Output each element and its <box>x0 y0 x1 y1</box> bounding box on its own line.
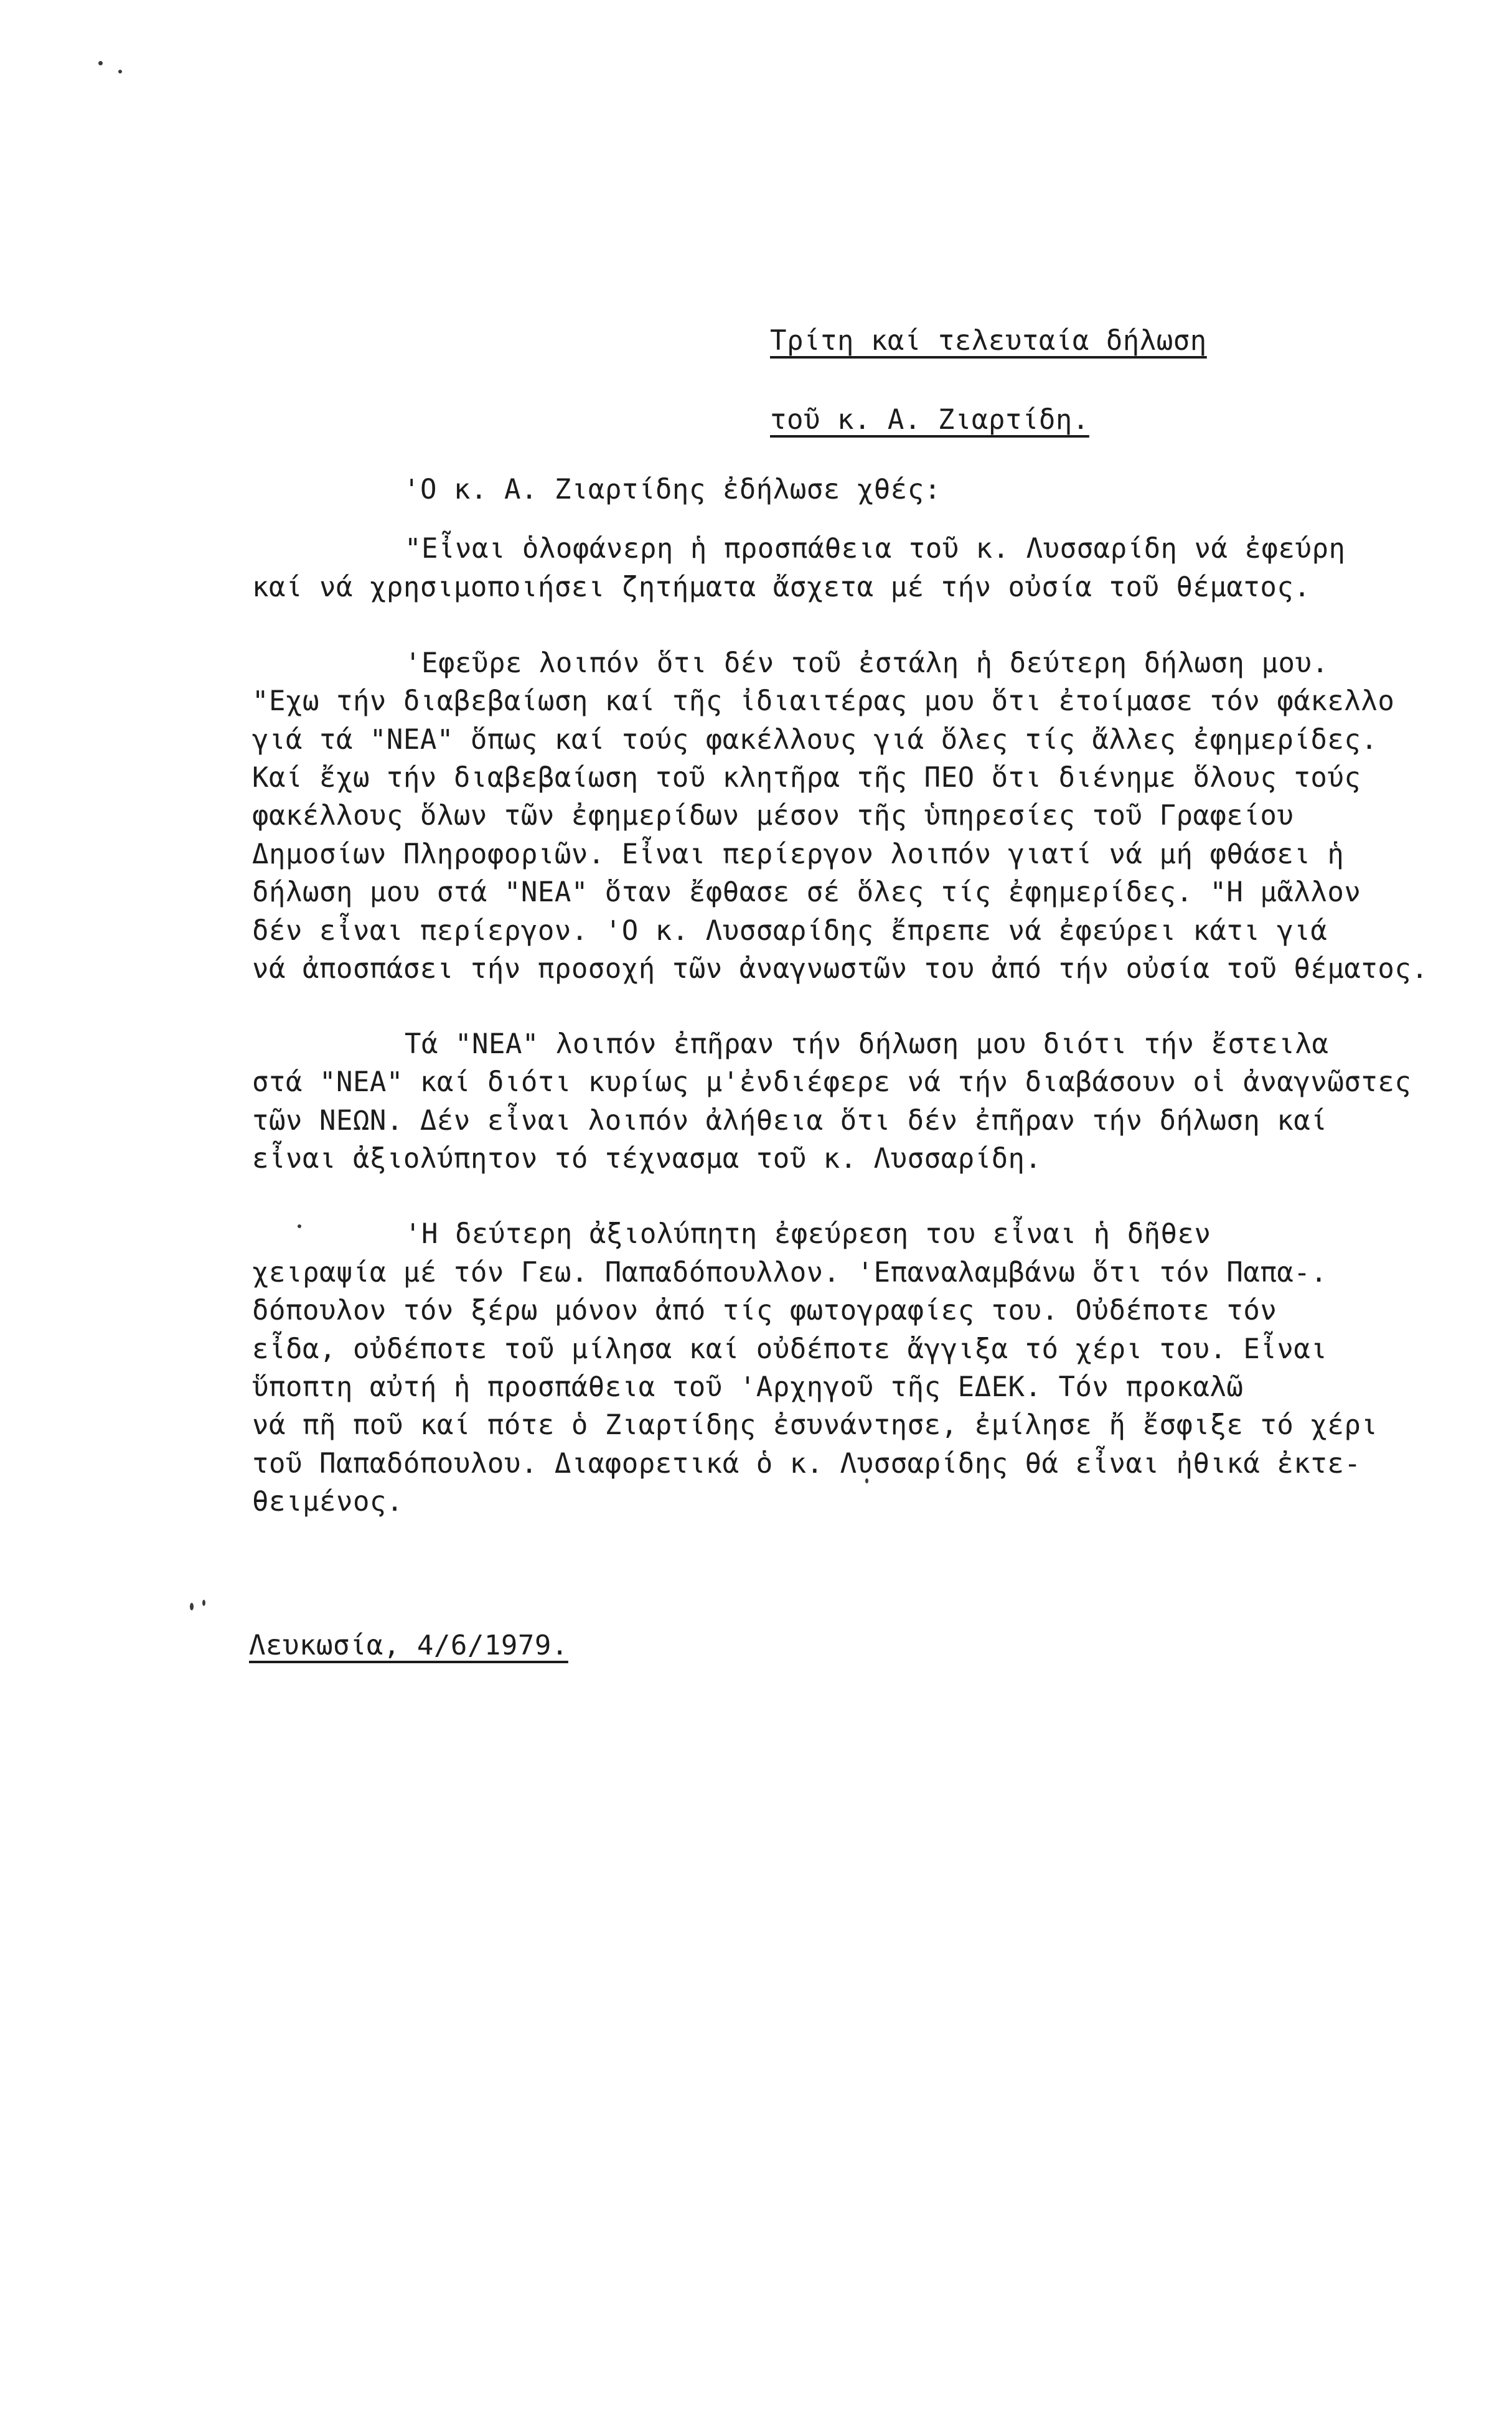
scan-speck <box>118 70 122 73</box>
paragraph-line: 'Εφεῦρε λοιπόν ὅτι δέν τοῦ ἐστάλη ἡ δεύτερη δήλωση μου. <box>405 647 1329 679</box>
document-title: Τρίτη καί τελευταία δήλωση <box>770 325 1207 357</box>
paragraph-line: νά πῆ ποῦ καί πότε ὁ Ζιαρτίδης ἐσυνάντησε, ἐμίλησε ἤ ἔσφιξε τό χέρι <box>252 1409 1378 1441</box>
paragraph-line: φακέλλους ὅλων τῶν ἐφημερίδων μέσον τῆς ὑπηρεσίες τοῦ Γραφείου <box>252 800 1294 832</box>
paragraph-line: δόπουλον τόν ξέρω μόνον ἀπό τίς φωτογραφίες του. Οὐδέποτε τόν <box>252 1295 1277 1326</box>
paragraph-line: Δημοσίων Πληροφοριῶν. Εἶναι περίεργον λοιπόν γιατί νά μή φθάσει ἡ <box>252 838 1345 870</box>
paragraph-line: τοῦ Παπαδόπουλου. Διαφορετικά ὁ κ. Λυσσαρίδης θά εἶναι ἠθικά ἐκτε- <box>252 1448 1361 1480</box>
scan-speck <box>298 1224 301 1228</box>
intro-line: 'Ο κ. Α. Ζιαρτίδης ἐδήλωσε χθές: <box>403 474 941 505</box>
scan-speck <box>190 1603 194 1610</box>
paragraph-line: εἶναι ἀξιολύπητον τό τέχνασμα τοῦ κ. Λυσσαρίδη. <box>252 1143 1042 1175</box>
paragraph-line: εἶδα, οὐδέποτε τοῦ μίλησα καί οὐδέποτε ἄγγιξα τό χέρι του. Εἶναι <box>252 1333 1328 1365</box>
paragraph-line: στά "ΝΕΑ" καί διότι κυρίως μ'ἐνδιέφερε νά τήν διαβάσουν οἱ ἀναγνῶστες <box>252 1066 1412 1098</box>
paragraph-line: 'Η δεύτερη ἀξιολύπητη ἐφεύρεση του εἶναι ἡ δῆθεν <box>405 1218 1211 1250</box>
scan-speck <box>98 61 103 65</box>
paragraph-line: ὕποπτη αὐτή ἡ προσπάθεια τοῦ 'Αρχηγοῦ τῆς ΕΔΕΚ. Τόν προκαλῶ <box>252 1371 1244 1403</box>
paragraph-line: "Εἶναι ὁλοφάνερη ἡ προσπάθεια τοῦ κ. Λυσσαρίδη νά ἐφεύρη <box>405 533 1346 565</box>
paragraph-line: θειμένος. <box>252 1486 403 1518</box>
date-signoff: Λευκωσία, 4/6/1979. <box>249 1630 568 1661</box>
paragraph-line: Καί ἔχω τήν διαβεβαίωση τοῦ κλητῆρα τῆς ΠΕΟ ὅτι διένημε ὅλους τούς <box>252 762 1361 794</box>
paragraph-line: "Εχω τήν διαβεβαίωση καί τῆς ἰδιαιτέρας μου ὅτι ἐτοίμασε τόν φάκελλο <box>252 685 1395 717</box>
paragraph-line: γιά τά "ΝΕΑ" ὅπως καί τούς φακέλλους γιά ὅλες τίς ἄλλες ἐφημερίδες. <box>252 724 1378 756</box>
paragraph-line: χειραψία μέ τόν Γεω. Παπαδόπουλλον. 'Επαναλαμβάνω ὅτι τόν Παπα-. <box>252 1257 1328 1288</box>
paragraph-line: τῶν ΝΕΩΝ. Δέν εἶναι λοιπόν ἀλήθεια ὅτι δέν ἐπῆραν τήν δήλωση καί <box>252 1105 1328 1137</box>
paragraph-line: καί νά χρησιμοποιήσει ζητήματα ἄσχετα μέ τήν οὐσία τοῦ θέματος. <box>252 571 1311 603</box>
document-subtitle: τοῦ κ. Α. Ζιαρτίδη. <box>770 404 1089 436</box>
paragraph-line: δέν εἶναι περίεργον. 'Ο κ. Λυσσαρίδης ἔπρεπε νά ἐφεύρει κάτι γιά <box>252 915 1328 947</box>
paragraph-line: Τά "ΝΕΑ" λοιπόν ἐπῆραν τήν δήλωση μου διότι τήν ἔστειλα <box>405 1028 1329 1060</box>
scan-speck <box>202 1600 205 1606</box>
paragraph-line: νά ἀποσπάσει τήν προσοχή τῶν ἀναγνωστῶν του ἀπό τήν οὐσία τοῦ θέματος. <box>252 953 1429 985</box>
paragraph-line: δήλωση μου στά "ΝΕΑ" ὅταν ἔφθασε σέ ὅλες τίς ἐφημερίδες. "Η μᾶλλον <box>252 876 1361 908</box>
